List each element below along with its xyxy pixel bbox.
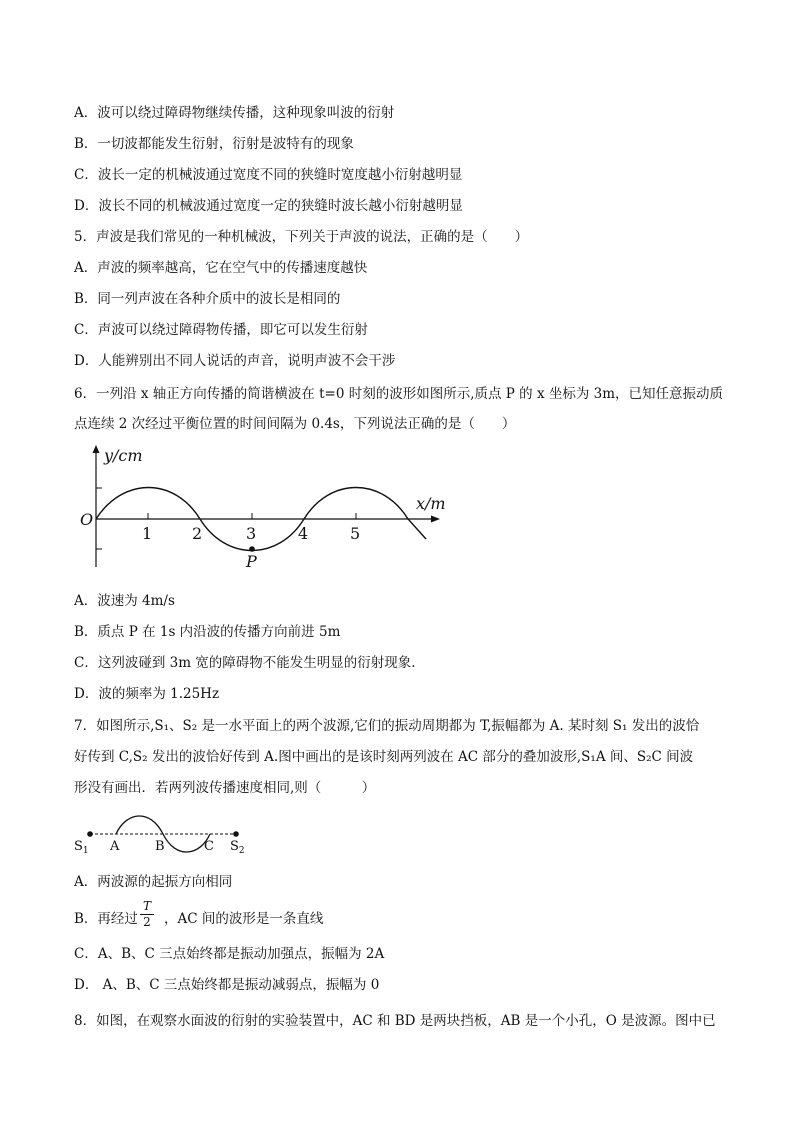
q6-stem-line2: 点连续 2 次经过平衡位置的时间间隔为 0.4s，下列说法正确的是（ ）: [74, 416, 516, 432]
q6-option-d: D．波的频率为 1.25Hz: [74, 686, 220, 702]
tick-label-1: 1: [142, 524, 153, 543]
q4-option-a: A．波可以绕过障碍物继续传播，这种现象叫波的衍射: [74, 105, 395, 121]
q5-option-b: B．同一列声波在各种介质中的波长是相同的: [74, 291, 341, 307]
q4-option-d: D．波长不同的机械波通过宽度一定的狭缝时波长越小衍射越明显: [74, 198, 463, 214]
point-p-dot: [249, 546, 255, 552]
source-s2-label: $S_2$: [230, 839, 245, 856]
fraction-numerator: T: [140, 899, 154, 915]
x-axis-label: x/m: [416, 494, 446, 513]
q6-option-b: B．质点 P 在 1s 内沿波的传播方向前进 5m: [74, 624, 341, 640]
q7-superposition-figure: [70, 804, 270, 864]
q6-option-a: A．波速为 4m/s: [74, 593, 175, 609]
q7-stem-line1: 7．如图所示,S₁、S₂ 是一水平面上的两个波源,它们的振动周期都为 T,振幅都为 A. 某时刻 S₁ 发出的波恰: [74, 718, 700, 734]
source-s1-label: $S_1$: [74, 839, 89, 856]
q7-option-a: A．两波源的起振方向相同: [74, 874, 233, 890]
point-a-label: A: [110, 839, 120, 854]
q6-wave-figure: [70, 443, 470, 573]
tick-label-3: 3: [246, 524, 257, 543]
q4-option-b: B．一切波都能发生衍射，衍射是波特有的现象: [74, 136, 354, 152]
y-axis-label: y/cm: [104, 446, 143, 465]
q5-option-c: C．声波可以绕过障碍物传播，即它可以发生衍射: [74, 322, 368, 338]
origin-label: O: [80, 510, 94, 529]
fraction-denominator: 2: [143, 915, 151, 929]
source-s2-dot: [233, 831, 239, 837]
q7-option-b-suffix: ，AC 间的波形是一条直线: [164, 911, 324, 927]
point-p-label: P: [246, 552, 257, 571]
point-c-label: C: [204, 839, 214, 854]
fraction-t-over-2: [140, 899, 154, 930]
q7-option-c: C．A、B、C 三点始终都是振动加强点，振幅为 2A: [74, 946, 385, 962]
tick-label-5: 5: [350, 524, 361, 543]
q7-stem-line3: 形没有画出．若两列波传播速度相同,则（ ）: [74, 780, 376, 796]
q7-option-d: D． A、B、C 三点始终都是振动减弱点，振幅为 0: [74, 977, 380, 993]
q5-stem: 5．声波是我们常见的一种机械波，下列关于声波的说法，正确的是（ ）: [74, 229, 529, 245]
q6-stem-line1: 6．一列沿 x 轴正方向传播的简谐横波在 t=0 时刻的波形如图所示,质点 P 的 x 坐标为 3m，已知任意振动质: [74, 386, 724, 402]
point-b-label: B: [155, 839, 165, 854]
source-s1-dot: [87, 831, 93, 837]
q4-option-c: C．波长一定的机械波通过宽度不同的狭缝时宽度越小衍射越明显: [74, 167, 463, 183]
q6-option-c: C．这列波碰到 3m 宽的障碍物不能发生明显的衍射现象.: [74, 655, 416, 671]
tick-label-4: 4: [298, 524, 309, 543]
q7-stem-line2: 好传到 C,S₂ 发出的波恰好传到 A.图中画出的是该时刻两列波在 AC 部分的叠加波形,S₁A 间、S₂C 间波: [74, 749, 694, 765]
tick-label-2: 2: [192, 524, 203, 543]
q5-option-a: A．声波的频率越高，它在空气中的传播速度越快: [74, 260, 368, 276]
q5-option-d: D．人能辨别出不同人说话的声音，说明声波不会干涉: [74, 353, 396, 369]
q8-stem-line1: 8．如图，在观察水面波的衍射的实验装置中，AC 和 BD 是两块挡板，AB 是一个小孔，O 是波源。图中已: [74, 1013, 716, 1029]
q7-option-b-prefix: B．再经过: [74, 911, 138, 927]
